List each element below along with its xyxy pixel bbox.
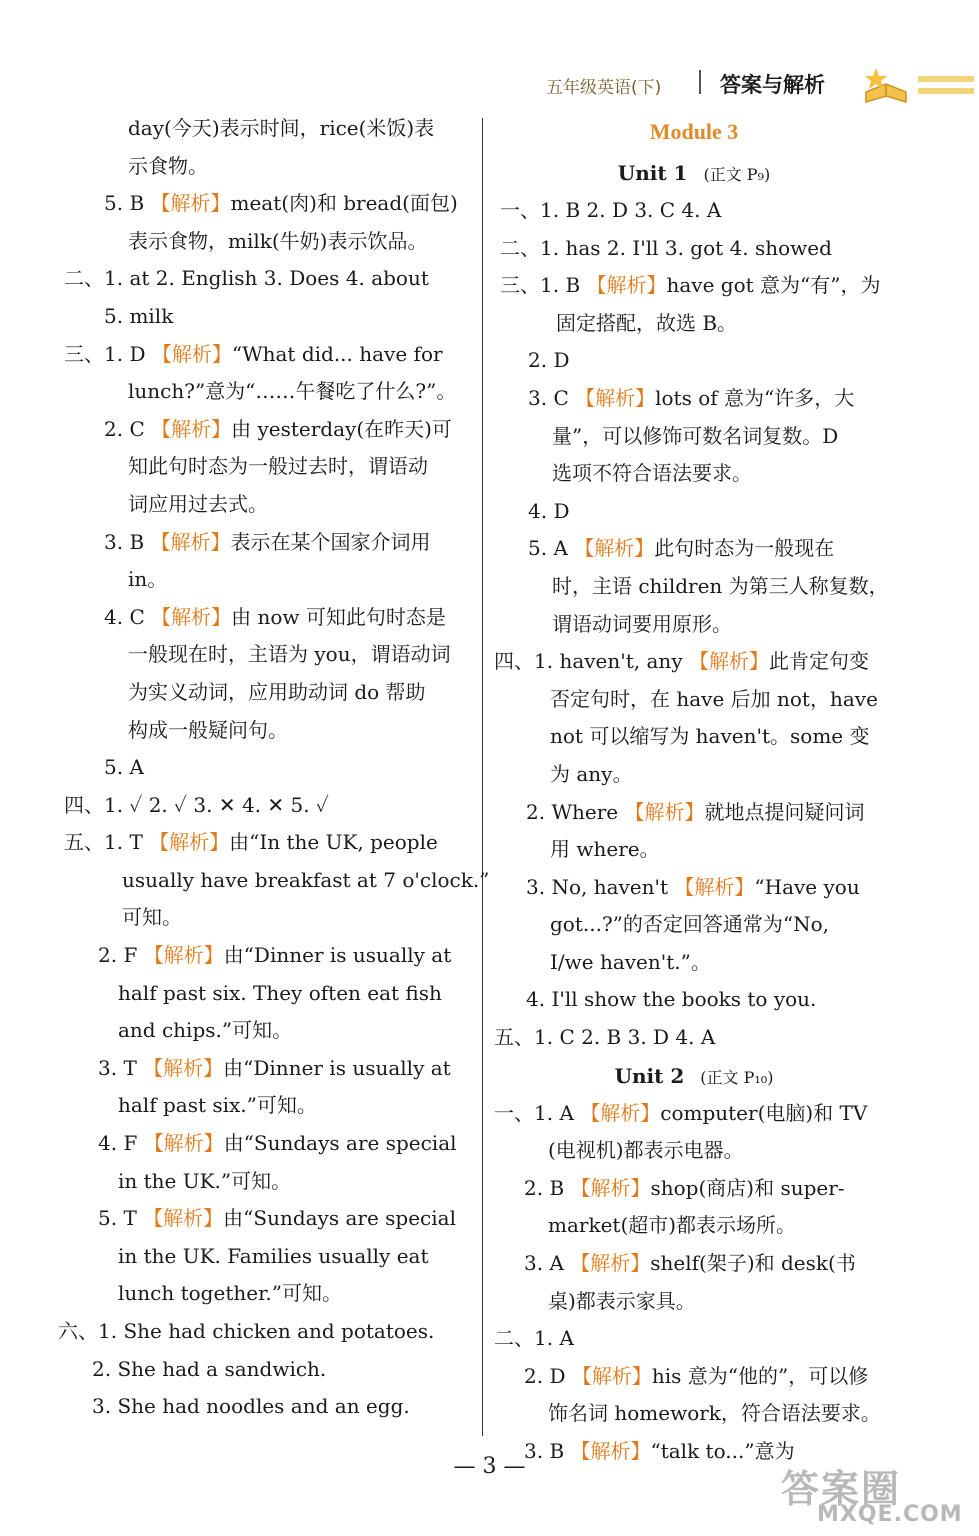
answer-number: 二、1. at (64, 266, 150, 291)
analysis-tag: 【解析】 (571, 1363, 652, 1388)
answer-line (58, 749, 466, 787)
answer-text: lunch?”意为“……午餐吃了什么?”。 (128, 379, 457, 404)
answer-line (494, 944, 894, 982)
answer-text: lots of 意为“许多，大 (655, 385, 855, 410)
answer-line (494, 568, 894, 606)
answer-line (58, 110, 466, 148)
answer-text: 为 any。 (550, 761, 633, 786)
answer-line (58, 1275, 466, 1313)
answer-line (58, 712, 466, 750)
analysis-tag: 【解析】 (575, 385, 656, 410)
answer-text: market(超市)都表示场所。 (548, 1213, 797, 1238)
answer-line (58, 336, 466, 374)
book-logo-icon (858, 62, 976, 104)
answer-line (494, 342, 894, 380)
answer-text: “talk to...”意为 (650, 1439, 795, 1463)
answer-number: 四、1. haven't, any (494, 649, 683, 674)
analysis-tag: 【解析】 (570, 1439, 651, 1463)
right-column (494, 110, 894, 1471)
answer-line (58, 524, 466, 562)
answer-number: 2. D (524, 1363, 566, 1388)
answer-line (494, 192, 894, 230)
answer-text: 知此句时态为一般过去时，谓语动 (128, 454, 428, 479)
answer-line (58, 1200, 466, 1238)
answer-text: 词应用过去式。 (128, 491, 268, 516)
answer-number: 2. B (524, 1175, 565, 1200)
answer-line (494, 418, 894, 456)
answer-line (58, 148, 466, 186)
unit-2-title (494, 1057, 894, 1095)
answer-text: 5. milk (104, 303, 174, 328)
answer-line (494, 493, 894, 531)
answer-number: 5. B (104, 191, 145, 216)
answer-line (494, 681, 894, 719)
answer-number: 六、1. (58, 1319, 118, 1343)
answer-text: 2. I'll 3. got 4. showed (606, 235, 832, 260)
answer-number: 5. T (98, 1206, 137, 1231)
answer-text: 5. A (104, 755, 144, 780)
answer-line (58, 636, 466, 674)
analysis-tag: 【解析】 (580, 1100, 661, 1125)
answer-line (494, 305, 894, 343)
answer-number: 五、1. T (64, 830, 143, 855)
answer-line (58, 486, 466, 524)
answer-text: 选项不符合语法要求。 (552, 461, 752, 486)
answer-line (494, 1095, 894, 1133)
answer-number: 3. No, haven't (526, 874, 669, 899)
analysis-tag: 【解析】 (150, 529, 231, 554)
answer-line (58, 674, 466, 712)
answer-text: usually have breakfast at 7 o'clock.” (122, 867, 490, 892)
answer-text: 此句时态为一般现在 (654, 536, 835, 561)
column-divider (482, 118, 483, 1436)
answer-number: 二、1. has (500, 235, 601, 260)
analysis-tag: 【解析】 (570, 1175, 651, 1200)
answer-line (58, 298, 466, 336)
answer-line (58, 862, 490, 900)
analysis-tag: 【解析】 (143, 943, 224, 968)
answer-text: shop(商店)和 super- (650, 1175, 845, 1200)
answer-text: 示食物。 (128, 153, 208, 178)
answer-text: “What did... have for (231, 341, 443, 366)
answer-text: 用 where。 (550, 837, 660, 862)
answer-line (494, 1170, 894, 1208)
answer-number: 3. A (524, 1251, 564, 1276)
answer-text: 2. D 3. C 4. A (586, 198, 722, 222)
answer-text: have got 意为“有”，为 (666, 273, 881, 298)
answer-number: 2. C (104, 416, 145, 441)
answer-line (58, 223, 466, 261)
answer-line (58, 899, 466, 937)
answer-text: got...?”的否定回答通常为“No, (550, 912, 830, 937)
answer-number: 3. T (98, 1055, 137, 1080)
answer-text: 由 now 可知此句时态是 (231, 604, 446, 629)
answer-number: 3. B (524, 1439, 565, 1463)
answer-text: 2. English 3. Does 4. about (155, 266, 429, 291)
answer-number: 3. C (528, 385, 569, 410)
answer-text: 为实义动词，应用助动词 do 帮助 (128, 679, 426, 704)
analysis-tag: 【解析】 (149, 830, 230, 855)
unit-1-page-ref: (正文 P₉) (703, 165, 771, 184)
answer-text: 可知。 (122, 905, 182, 930)
answer-line (494, 981, 894, 1019)
answer-line (58, 1163, 466, 1201)
answer-text: 饰名词 homework，符合语法要求。 (548, 1401, 881, 1426)
page-number: — 3 — (453, 1454, 526, 1479)
answer-number: 4. F (98, 1131, 138, 1156)
answer-line (58, 787, 466, 825)
answer-line (494, 1207, 894, 1245)
answer-text: 2. She had a sandwich. (92, 1356, 327, 1381)
answer-text: and chips.”可知。 (118, 1018, 293, 1043)
answer-line (58, 373, 466, 411)
analysis-tag: 【解析】 (151, 341, 232, 366)
unit-1-title (494, 154, 894, 192)
answer-text: in。 (128, 567, 168, 592)
answer-text: computer(电脑)和 TV (660, 1100, 868, 1125)
answer-line (58, 260, 466, 298)
answer-number: 一、1. B (500, 198, 581, 222)
answer-line (494, 267, 894, 305)
answer-number: 四、1. ✓ (64, 792, 143, 817)
answer-line (58, 1351, 466, 1389)
answer-text: 量”，可以修饰可数名词复数。D (552, 423, 839, 448)
answer-line (494, 794, 894, 832)
answer-text: 3. She had noodles and an egg. (92, 1394, 410, 1419)
answer-text: 表示在某个国家介词用 (230, 529, 431, 554)
analysis-tag: 【解析】 (624, 799, 705, 824)
unit-1-answers (494, 192, 894, 1057)
answer-line (494, 1019, 894, 1057)
answer-number: 5. A (528, 536, 568, 561)
answer-text: 4. D (528, 498, 570, 523)
answer-line (58, 1087, 466, 1125)
answer-line (494, 643, 894, 681)
watermark-text: 答案圈 (781, 1467, 902, 1511)
answer-text: 一般现在时，主语为 you，谓语动词 (128, 642, 451, 667)
answer-text: 由“Sundays are special (223, 1206, 456, 1231)
answer-line (494, 230, 894, 268)
answer-number: 一、1. A (494, 1100, 574, 1125)
answer-line (58, 1125, 466, 1163)
answer-text: 固定搭配，故选 B。 (556, 310, 738, 335)
answer-line (58, 975, 466, 1013)
header-section-title: 答案与解析 (720, 73, 825, 97)
analysis-tag: 【解析】 (143, 1055, 224, 1080)
answer-line (494, 906, 894, 944)
answer-text: in the UK. Families usually eat (118, 1243, 429, 1268)
answer-text: 时，主语 children 为第三人称复数， (552, 573, 889, 598)
answer-text: 由“Dinner is usually at (223, 1055, 451, 1080)
answer-line (494, 606, 894, 644)
answer-text: “Have you (754, 874, 860, 899)
answer-line (58, 937, 466, 975)
answer-number: 五、1. C (494, 1025, 575, 1050)
answer-text: 谓语动词要用原形。 (552, 611, 732, 636)
answer-line (494, 1132, 894, 1170)
answer-line (494, 1320, 894, 1358)
answer-number: 2. F (98, 943, 138, 968)
answer-text: day(今天)表示时间，rice(米饭)表 (128, 116, 435, 140)
answer-number: 2. Where (526, 799, 619, 824)
answer-text: 由 yesterday(在昨天)可 (231, 416, 452, 441)
answer-text: (电视机)都表示电器。 (548, 1138, 744, 1163)
answer-text: meat(肉)和 bread(面包) (230, 191, 458, 216)
analysis-tag: 【解析】 (143, 1131, 224, 1156)
analysis-tag: 【解析】 (570, 1251, 651, 1276)
answer-text: in the UK.”可知。 (118, 1168, 292, 1193)
answer-number: 3. B (104, 529, 145, 554)
answer-text: 2. ✓ 3. ✕ 4. ✕ 5. ✓ (148, 792, 329, 817)
answer-line (494, 1395, 894, 1433)
answer-text: 桌)都表示家具。 (548, 1288, 696, 1313)
unit-2-label: Unit 2 (614, 1063, 685, 1088)
module-title: Module 3 (649, 119, 739, 144)
answer-line (58, 1050, 466, 1088)
header-separator (699, 70, 701, 94)
watermark-logo (781, 1458, 971, 1528)
answer-line (494, 869, 894, 907)
analysis-tag: 【解析】 (586, 273, 667, 298)
analysis-tag: 【解析】 (151, 416, 232, 441)
answer-text: his 意为“他的”，可以修 (651, 1363, 869, 1388)
analysis-tag: 【解析】 (151, 604, 232, 629)
answer-text: I/we haven't.”。 (550, 949, 711, 974)
answer-text: 4. I'll show the books to you. (526, 987, 817, 1012)
answer-line (494, 1245, 894, 1283)
answer-text: She had chicken and potatoes. (123, 1319, 435, 1343)
unit-2-answers (494, 1095, 894, 1471)
answer-line (58, 1313, 466, 1351)
answer-line (58, 1012, 466, 1050)
analysis-tag: 【解析】 (674, 874, 755, 899)
answer-text: 2. D (528, 348, 570, 373)
answer-line (58, 185, 466, 223)
answer-text: 2. B 3. D 4. A (581, 1025, 716, 1050)
answer-text: 由“In the UK, people (229, 830, 438, 855)
answer-text: shelf(架子)和 desk(书 (650, 1251, 856, 1276)
unit-1-label: Unit 1 (617, 161, 688, 185)
answer-line (494, 756, 894, 794)
answer-text: 此肯定句变 (768, 649, 869, 674)
left-column (58, 110, 490, 1426)
answer-text: not 可以缩写为 haven't。some 变 (550, 724, 870, 749)
answer-text: lunch together.”可知。 (118, 1281, 343, 1306)
answer-text: 构成一般疑问句。 (128, 717, 288, 742)
unit-2-page-ref: (正文 P₁₀) (700, 1067, 774, 1087)
answer-number: 4. C (104, 604, 145, 629)
answer-text: 表示食物，milk(牛奶)表示饮品。 (128, 228, 428, 253)
answer-line (58, 1238, 466, 1276)
answer-text: 由“Sundays are special (223, 1131, 457, 1156)
answer-line (494, 380, 894, 418)
analysis-tag: 【解析】 (688, 649, 769, 674)
answer-line (58, 599, 466, 637)
analysis-tag: 【解析】 (143, 1206, 224, 1231)
answer-line (58, 824, 466, 862)
watermark-url: MXQE.COM (817, 1502, 963, 1527)
answer-number: 三、1. D (64, 341, 146, 366)
answer-line (58, 411, 466, 449)
answer-line (58, 561, 466, 599)
answer-text: half past six.”可知。 (118, 1093, 317, 1118)
answer-text: 二、1. A (494, 1326, 574, 1351)
header-subject: 五年级英语(下) (546, 78, 662, 98)
answer-line (494, 1283, 894, 1321)
answer-line (494, 1358, 894, 1396)
answer-text: 就地点提问疑问词 (704, 799, 865, 824)
answer-line (494, 455, 894, 493)
analysis-tag: 【解析】 (150, 191, 231, 216)
answer-line (494, 831, 894, 869)
analysis-tag: 【解析】 (574, 536, 655, 561)
answer-line (58, 1388, 466, 1426)
answer-line (494, 718, 894, 756)
answer-line (58, 448, 466, 486)
answer-line (494, 530, 894, 568)
answer-text: half past six. They often eat fish (118, 980, 442, 1005)
answer-text: 否定句时，在 have 后加 not，have (550, 686, 878, 711)
answer-text: 由“Dinner is usually at (223, 943, 452, 968)
answer-number: 三、1. B (500, 273, 581, 298)
